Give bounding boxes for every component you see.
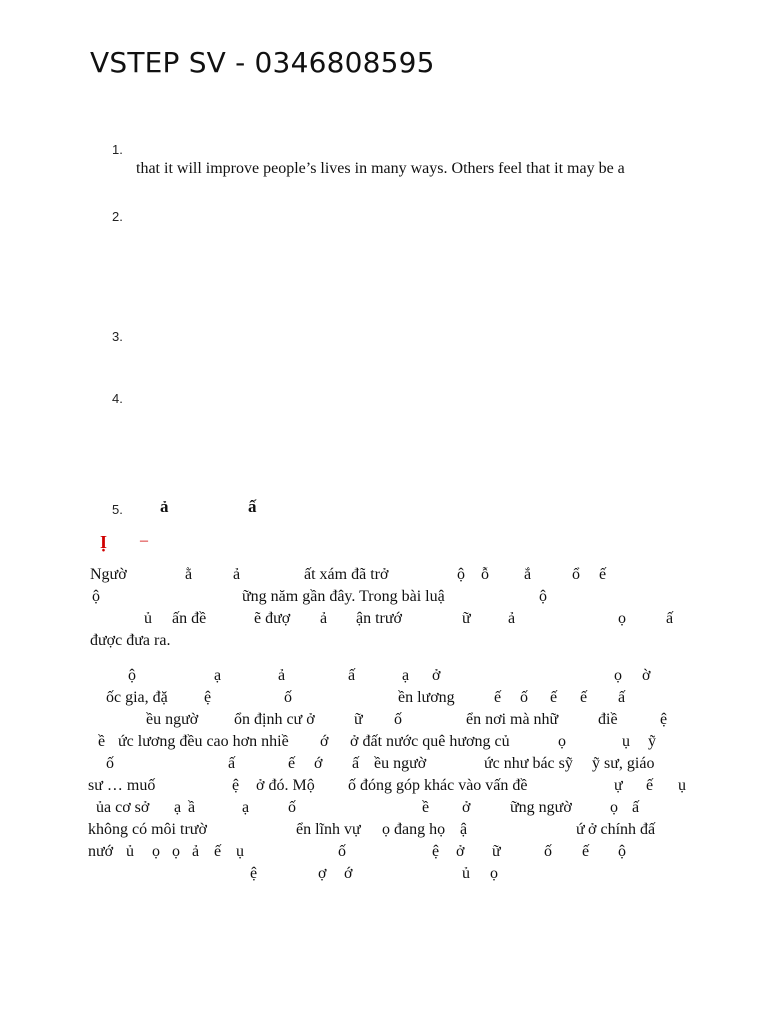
text-fragment: nướ	[88, 843, 114, 860]
text-fragment: ữ	[462, 610, 471, 627]
essay-heading-dash: –	[140, 532, 148, 549]
text-fragment: ở chính đấ	[588, 821, 656, 838]
text-fragment: ọ	[618, 610, 626, 627]
text-fragment: ở	[462, 799, 471, 816]
text-fragment: ữ	[354, 711, 363, 728]
text-fragment: ấ	[618, 689, 626, 706]
text-fragment: ề	[422, 799, 430, 816]
list-number-2: 2.	[112, 209, 123, 224]
text-fragment: ắ	[524, 566, 532, 583]
text-fragment: ọ	[172, 843, 180, 860]
text-fragment: ọ	[614, 667, 622, 684]
text-fragment: ấn đề	[172, 610, 207, 627]
text-fragment: ằ	[185, 566, 193, 583]
paragraph-line	[88, 843, 688, 865]
text-fragment: ố	[284, 689, 292, 706]
text-fragment: ỹ sư, giáo	[592, 755, 655, 772]
text-fragment: ọ	[610, 799, 618, 816]
list-number-4: 4.	[112, 391, 123, 406]
text-fragment: ấ	[632, 799, 640, 816]
text-fragment: ụ	[678, 777, 686, 794]
text-fragment: ố	[544, 843, 552, 860]
paragraph-line	[88, 667, 688, 689]
text-fragment: ề	[98, 733, 106, 750]
paragraph-line	[88, 865, 688, 887]
text-fragment: ế	[288, 755, 296, 772]
text-fragment: ế	[214, 843, 222, 860]
text-fragment: điề	[598, 711, 618, 728]
paragraph-line	[88, 610, 688, 632]
text-fragment: ở	[432, 667, 441, 684]
list-number-1: 1.	[112, 142, 123, 157]
list-number-5: 5.	[112, 502, 123, 517]
text-fragment: ớ	[344, 865, 353, 882]
text-fragment: sư … muố	[88, 777, 156, 794]
text-fragment: ển nơi mà nhữ	[466, 711, 559, 728]
paragraph-line	[88, 566, 688, 588]
text-fragment: ều ngườ	[146, 711, 199, 728]
text-fragment: ứ	[576, 821, 585, 838]
text-fragment: ệ	[250, 865, 258, 882]
text-fragment: ững năm gần đây. Trong bài luậ	[242, 588, 445, 605]
text-fragment: ạ	[402, 667, 410, 684]
text-fragment: ế	[646, 777, 654, 794]
text-fragment: ỗ	[481, 566, 489, 583]
text-fragment: ạ	[214, 667, 222, 684]
text-fragment: ấ	[352, 755, 360, 772]
text-fragment: ở đất nước quê hương củ	[350, 733, 510, 750]
text-fragment: ế	[582, 843, 590, 860]
text-fragment: ủ	[462, 865, 470, 882]
text-fragment: ững ngườ	[510, 799, 572, 816]
text-fragment: ủ	[126, 843, 134, 860]
text-fragment: ạ	[242, 799, 250, 816]
text-fragment: ủa cơ sở	[96, 799, 150, 816]
text-fragment: ọ đang họ	[382, 821, 446, 838]
paragraph-line	[88, 689, 688, 711]
text-fragment: ế	[550, 689, 558, 706]
text-fragment: ậ	[460, 821, 468, 838]
text-fragment: ốc gia, đặ	[106, 689, 168, 706]
text-fragment: ớ	[320, 733, 329, 750]
text-fragment: ố	[106, 755, 114, 772]
essay-paragraph-1	[88, 566, 688, 654]
paragraph-line	[88, 821, 688, 843]
text-fragment: ọ	[490, 865, 498, 882]
text-fragment: ợ	[318, 865, 327, 882]
text-fragment: ổ	[572, 566, 580, 583]
text-fragment: ố	[394, 711, 402, 728]
text-fragment: ố	[520, 689, 528, 706]
text-fragment: ức lương đều cao hơn nhiề	[118, 733, 289, 750]
paragraph-line	[88, 632, 688, 654]
essay-heading-letter: Ị	[100, 532, 108, 552]
paragraph-line	[88, 711, 688, 733]
text-fragment: ế	[580, 689, 588, 706]
text-fragment: được đưa ra.	[90, 632, 171, 649]
text-fragment: không có môi trườ	[88, 821, 207, 838]
list-number-3: 3.	[112, 329, 123, 344]
text-fragment: ận trướ	[356, 610, 403, 627]
text-fragment: ố	[288, 799, 296, 816]
text-fragment: ộ	[128, 667, 136, 684]
text-fragment: ế	[494, 689, 502, 706]
text-fragment: ầ	[188, 799, 196, 816]
text-fragment: ạ	[174, 799, 182, 816]
text-fragment: ộ	[457, 566, 465, 583]
text-fragment: ự	[614, 777, 623, 794]
text-fragment: ền lương	[398, 689, 455, 706]
text-fragment: ở	[456, 843, 465, 860]
text-fragment: ấ	[348, 667, 356, 684]
text-fragment: ả	[278, 667, 286, 684]
paragraph-line	[88, 755, 688, 777]
text-fragment: ệ	[660, 711, 668, 728]
text-fragment: Ngườ	[90, 566, 127, 583]
text-fragment: ọ	[558, 733, 566, 750]
text-fragment: ấ	[666, 610, 674, 627]
text-fragment: ữ	[492, 843, 501, 860]
text-fragment: ệ	[232, 777, 240, 794]
text-fragment: ều ngườ	[374, 755, 427, 772]
text-fragment: ẽ đượ	[254, 610, 291, 627]
essay-paragraph-2	[88, 667, 688, 887]
list-item-5-fragment-b: ấ	[248, 497, 257, 516]
text-fragment: ệ	[432, 843, 440, 860]
text-fragment: ổn định cư ở	[234, 711, 315, 728]
paragraph-line	[88, 588, 688, 610]
text-fragment: ố	[338, 843, 346, 860]
text-fragment: ở đó. Mộ	[256, 777, 315, 794]
text-fragment: ộ	[92, 588, 100, 605]
paragraph-line	[88, 799, 688, 821]
paragraph-line	[88, 733, 688, 755]
text-fragment: ộ	[618, 843, 626, 860]
text-fragment: ả	[192, 843, 200, 860]
text-fragment: ả	[233, 566, 241, 583]
text-fragment: ụ	[236, 843, 244, 860]
text-fragment: ức như bác sỹ	[484, 755, 573, 772]
text-fragment: ủ	[144, 610, 152, 627]
text-fragment: ỹ	[648, 733, 656, 750]
text-fragment: ộ	[539, 588, 547, 605]
text-fragment: ờ	[642, 667, 651, 684]
text-fragment: ệ	[204, 689, 212, 706]
document-title: VSTEP SV - 0346808595	[90, 46, 435, 79]
list-item-1-text: that it will improve people’s lives in many ways. Others feel that it may be a	[136, 160, 625, 177]
text-fragment: ấ	[228, 755, 236, 772]
text-fragment: ển lĩnh vự	[296, 821, 361, 838]
paragraph-line	[88, 777, 688, 799]
text-fragment: ả	[320, 610, 328, 627]
text-fragment: ế	[599, 566, 607, 583]
list-item-5-fragment-a: ả	[160, 497, 169, 516]
text-fragment: ọ	[152, 843, 160, 860]
text-fragment: ất xám đã trở	[304, 566, 389, 583]
text-fragment: ớ	[314, 755, 323, 772]
text-fragment: ố đóng góp khác vào vấn đề	[348, 777, 528, 794]
text-fragment: ả	[508, 610, 516, 627]
text-fragment: ụ	[622, 733, 630, 750]
